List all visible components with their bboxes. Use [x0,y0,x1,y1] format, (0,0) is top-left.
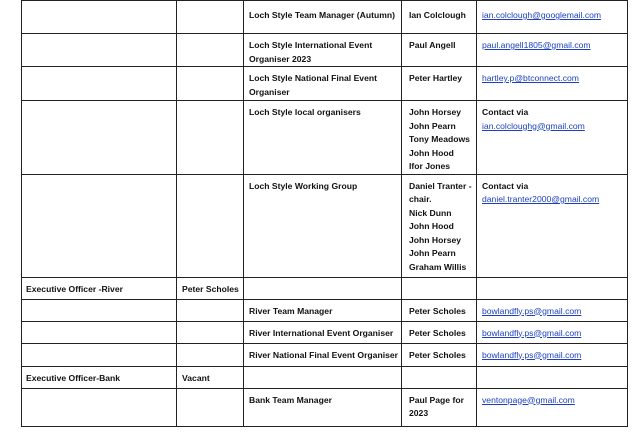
table-row [22,101,628,175]
email-cell [477,101,628,175]
email-cell [477,67,628,101]
person-cell: Peter Scholes [402,321,477,343]
email-link[interactable]: paul.angell1805@gmail.com [482,40,591,50]
table-row [22,299,628,321]
section-row-river [22,277,628,299]
section-row-bank [22,366,628,388]
table-row [22,343,628,366]
email-cell [477,174,628,277]
section-officer: Peter Scholes [177,277,244,299]
section-officer: Vacant [177,366,244,388]
email-link[interactable]: bowlandfly.ps@gmail.com [482,349,582,360]
email-cell [477,321,628,343]
email-link[interactable]: daniel.tranter2000@gmail.com [482,194,600,204]
email-link[interactable]: ian.colclough@googlemail.com [482,10,602,20]
table-row [22,174,628,277]
role-cell: River Team Manager [244,299,402,321]
email-link[interactable]: hartley.p@btconnect.com [482,73,579,83]
role-cell: Loch Style Team Manager (Autumn) [244,1,402,34]
email-link[interactable]: bowlandfly.ps@gmail.com [482,305,582,316]
table-row [22,34,628,67]
person-cell: Daniel Tranter - chair. Nick Dunn John Hood John Horsey John Pearn Graham Willis [402,174,477,277]
section-title: Executive Officer -River [22,277,177,299]
email-link[interactable]: ian.colcloughg@gmail.com [482,120,585,131]
person-cell: Peter Scholes [402,343,477,366]
role-cell: Loch Style International Event Organiser 2023 [244,34,402,67]
person-cell: Ian Colclough [402,1,477,34]
person-cell: Paul Angell [402,34,477,67]
officers-table [21,0,628,427]
email-link[interactable]: bowlandfly.ps@gmail.com [482,327,582,338]
role-cell: Loch Style National Final Event Organiser [244,67,402,101]
email-cell [477,1,628,34]
role-cell: Loch Style Working Group [244,174,402,277]
role-cell: River International Event Organiser [244,321,402,343]
contact-note: Contact via [482,180,529,191]
email-cell [477,388,628,426]
person-cell: Peter Hartley [402,67,477,101]
role-cell: Loch Style local organisers [244,101,402,175]
email-cell [477,343,628,366]
role-cell: River National Final Event Organiser [244,343,402,366]
table-row [22,321,628,343]
email-cell [477,299,628,321]
email-link[interactable]: ventonpage@gmail.com [482,394,575,405]
email-cell [477,34,628,67]
table-row [22,67,628,101]
table-row [22,388,628,426]
section-title: Executive Officer-Bank [22,366,177,388]
table-row [22,1,628,34]
person-cell: Peter Scholes [402,299,477,321]
person-cell: John Horsey John Pearn Tony Meadows John Hood Ifor Jones [402,101,477,175]
contact-note: Contact via [482,107,529,117]
person-cell: Paul Page for 2023 [402,388,477,426]
role-cell: Bank Team Manager [244,388,402,426]
